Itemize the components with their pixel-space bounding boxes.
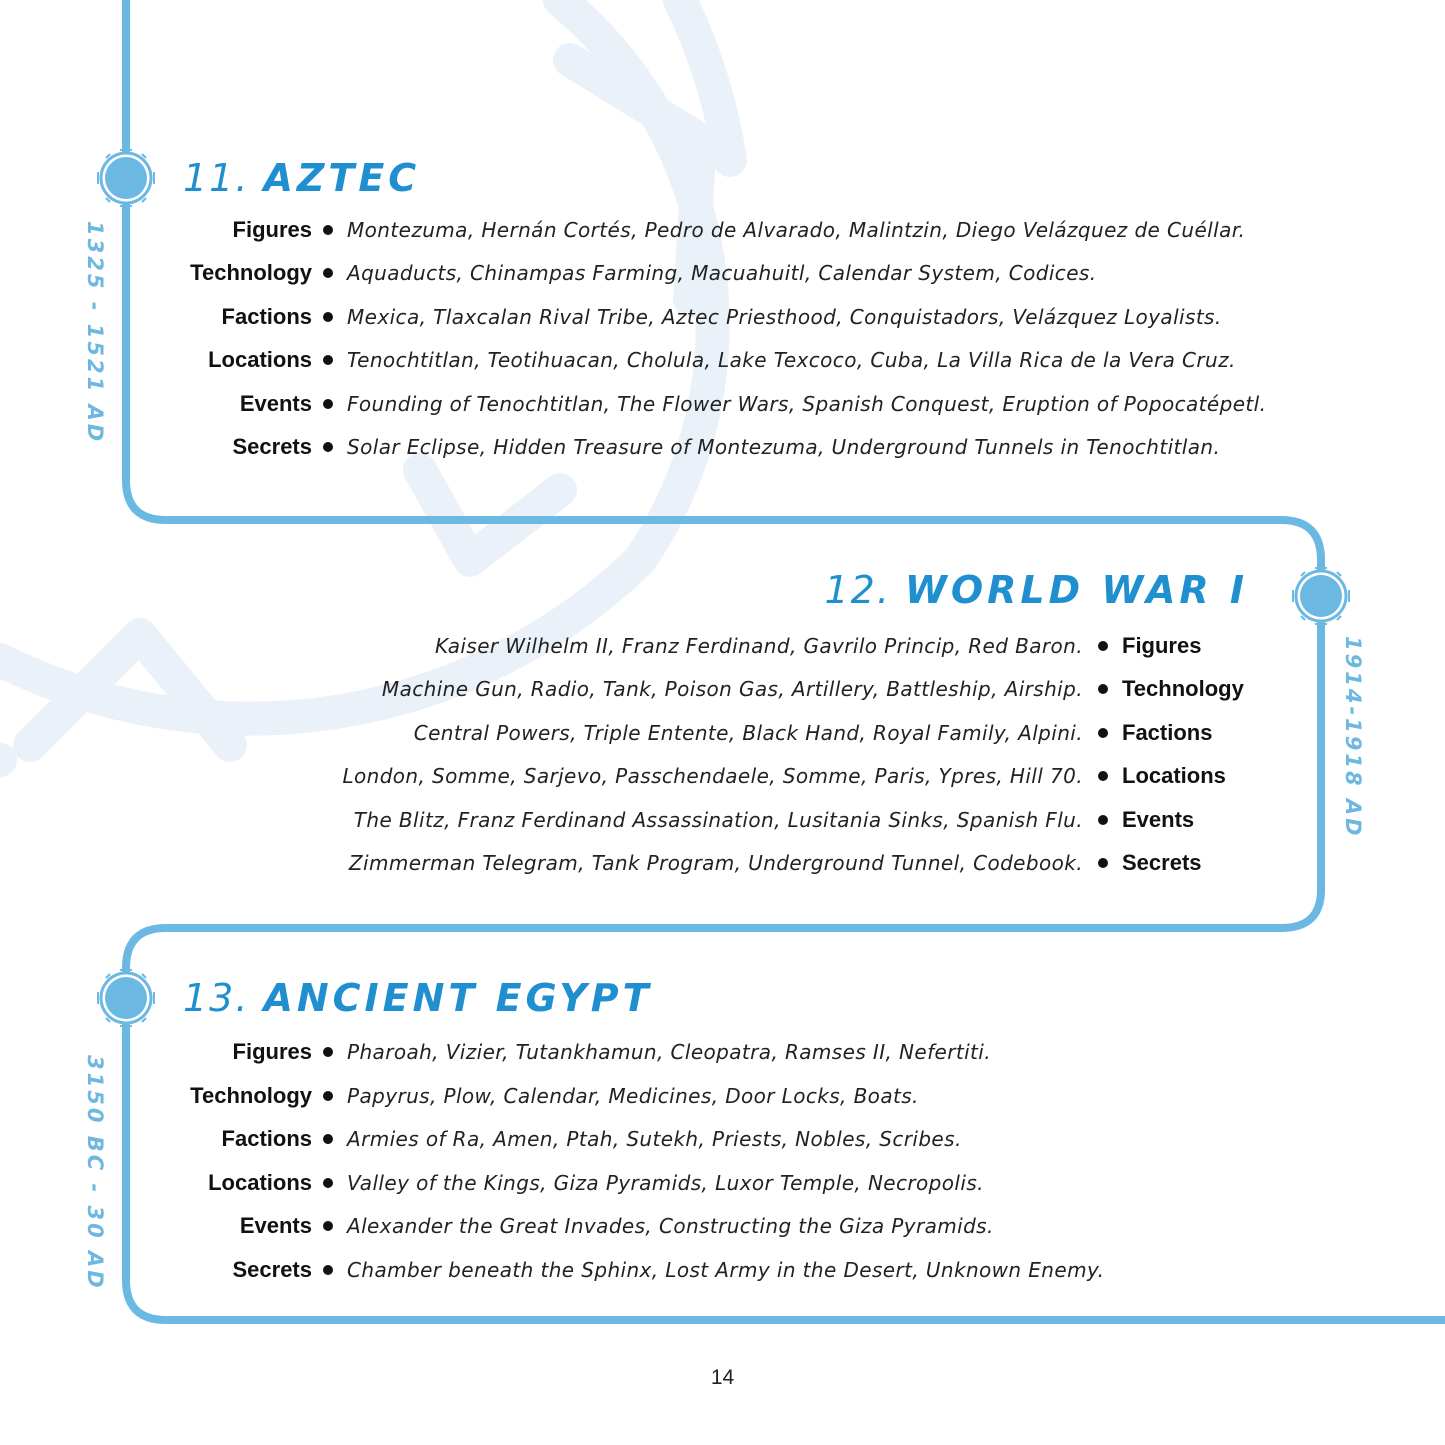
bullet-icon	[323, 399, 333, 409]
section-name: WORLD WAR I	[904, 568, 1248, 612]
category-items: Alexander the Great Invades, Constructing the Giza Pyramids.	[347, 1214, 994, 1238]
topic-row	[0, 671, 1445, 707]
bullet-icon	[1098, 684, 1108, 694]
page-number: 14	[710, 1366, 735, 1389]
bullet-icon	[323, 1265, 333, 1275]
timeline-node-wwi	[1293, 568, 1349, 624]
date-range-text: 1325 - 1521 AD	[83, 220, 107, 445]
topic-row	[0, 845, 1445, 881]
bullet-icon	[1098, 771, 1108, 781]
category-label: Secrets	[1122, 850, 1202, 875]
section-title	[183, 976, 652, 1020]
category-label: Locations	[208, 347, 312, 372]
topic-row	[0, 429, 1445, 465]
topic-row	[0, 255, 1445, 291]
category-label: Secrets	[232, 434, 312, 459]
bullet-icon	[323, 312, 333, 322]
category-label: Events	[239, 391, 312, 416]
topic-row	[0, 1208, 1445, 1244]
category-label: Events	[239, 1213, 312, 1238]
category-items: Zimmerman Telegram, Tank Program, Underground Tunnel, Codebook.	[348, 851, 1083, 875]
topic-row	[0, 1034, 1445, 1070]
topic-row	[0, 386, 1445, 422]
category-items: Machine Gun, Radio, Tank, Poison Gas, Artillery, Battleship, Airship.	[381, 677, 1083, 701]
category-label: Figures	[232, 217, 312, 242]
category-items: Armies of Ra, Amen, Ptah, Sutekh, Priests, Nobles, Scribes.	[347, 1127, 962, 1151]
section-number: 13.	[183, 976, 250, 1020]
section-name: ANCIENT EGYPT	[263, 976, 653, 1020]
bullet-icon	[323, 1221, 333, 1231]
bullet-icon	[1098, 858, 1108, 868]
category-items: Tenochtitlan, Teotihuacan, Cholula, Lake Texcoco, Cuba, La Villa Rica de la Vera Cruz.	[347, 348, 1236, 372]
bullet-icon	[323, 268, 333, 278]
topic-row	[0, 1121, 1445, 1157]
date-range-text: 1914-1918 AD	[1341, 636, 1365, 839]
topic-row	[0, 1165, 1445, 1201]
section-title	[183, 156, 420, 200]
topic-row	[0, 802, 1445, 838]
bullet-icon	[323, 355, 333, 365]
category-items: Solar Eclipse, Hidden Treasure of Montezuma, Underground Tunnels in Tenochtitlan.	[347, 435, 1221, 459]
category-items: Kaiser Wilhelm II, Franz Ferdinand, Gavrilo Princip, Red Baron.	[434, 634, 1083, 658]
category-items: Pharoah, Vizier, Tutankhamun, Cleopatra, Ramses II, Nefertiti.	[347, 1040, 991, 1064]
topic-row	[0, 342, 1445, 378]
category-label: Figures	[1122, 633, 1202, 658]
bullet-icon	[323, 1134, 333, 1144]
category-label: Events	[1122, 807, 1195, 832]
category-items: Founding of Tenochtitlan, The Flower Wars, Spanish Conquest, Eruption of Popocatépetl.	[347, 392, 1267, 416]
category-items: London, Somme, Sarjevo, Passchendaele, Somme, Paris, Ypres, Hill 70.	[342, 764, 1083, 788]
bullet-icon	[1098, 728, 1108, 738]
category-label: Locations	[208, 1170, 312, 1195]
date-range-text: 3150 BC - 30 AD	[83, 1054, 107, 1291]
timeline-node-aztec	[98, 150, 154, 206]
category-label: Technology	[1122, 676, 1244, 701]
category-label: Factions	[1122, 720, 1213, 745]
section-name: AZTEC	[263, 156, 421, 200]
category-items: Aquaducts, Chinampas Farming, Macuahuitl, Calendar System, Codices.	[347, 261, 1097, 285]
category-label: Figures	[232, 1039, 312, 1064]
category-label: Technology	[190, 260, 312, 285]
category-items: Central Powers, Triple Entente, Black Hand, Royal Family, Alpini.	[413, 721, 1083, 745]
topic-row	[0, 212, 1445, 248]
section-number: 11.	[183, 156, 250, 200]
category-items: Valley of the Kings, Giza Pyramids, Luxor Temple, Necropolis.	[347, 1171, 984, 1195]
category-label: Factions	[221, 304, 312, 329]
topic-row	[0, 1078, 1445, 1114]
topic-row	[0, 299, 1445, 335]
category-label: Secrets	[232, 1257, 312, 1282]
topic-row	[0, 715, 1445, 751]
category-items: Montezuma, Hernán Cortés, Pedro de Alvarado, Malintzin, Diego Velázquez de Cuéllar.	[347, 218, 1246, 242]
timeline-node-egypt	[98, 970, 154, 1026]
bullet-icon	[323, 442, 333, 452]
bullet-icon	[1098, 815, 1108, 825]
topic-row	[0, 758, 1445, 794]
category-label: Locations	[1122, 763, 1226, 788]
category-items: The Blitz, Franz Ferdinand Assassination, Lusitania Sinks, Spanish Flu.	[353, 808, 1083, 832]
category-items: Papyrus, Plow, Calendar, Medicines, Door Locks, Boats.	[347, 1084, 919, 1108]
bullet-icon	[323, 1178, 333, 1188]
topic-row	[0, 628, 1445, 664]
category-items: Chamber beneath the Sphinx, Lost Army in the Desert, Unknown Enemy.	[347, 1258, 1105, 1282]
section-title	[824, 568, 1248, 612]
category-label: Technology	[190, 1083, 312, 1108]
bullet-icon	[323, 1047, 333, 1057]
topic-row	[0, 1252, 1445, 1288]
bullet-icon	[323, 1091, 333, 1101]
section-number: 12.	[824, 568, 891, 612]
category-items: Mexica, Tlaxcalan Rival Tribe, Aztec Priesthood, Conquistadors, Velázquez Loyalists.	[347, 305, 1222, 329]
bullet-icon	[1098, 641, 1108, 651]
category-label: Factions	[221, 1126, 312, 1151]
bullet-icon	[323, 225, 333, 235]
